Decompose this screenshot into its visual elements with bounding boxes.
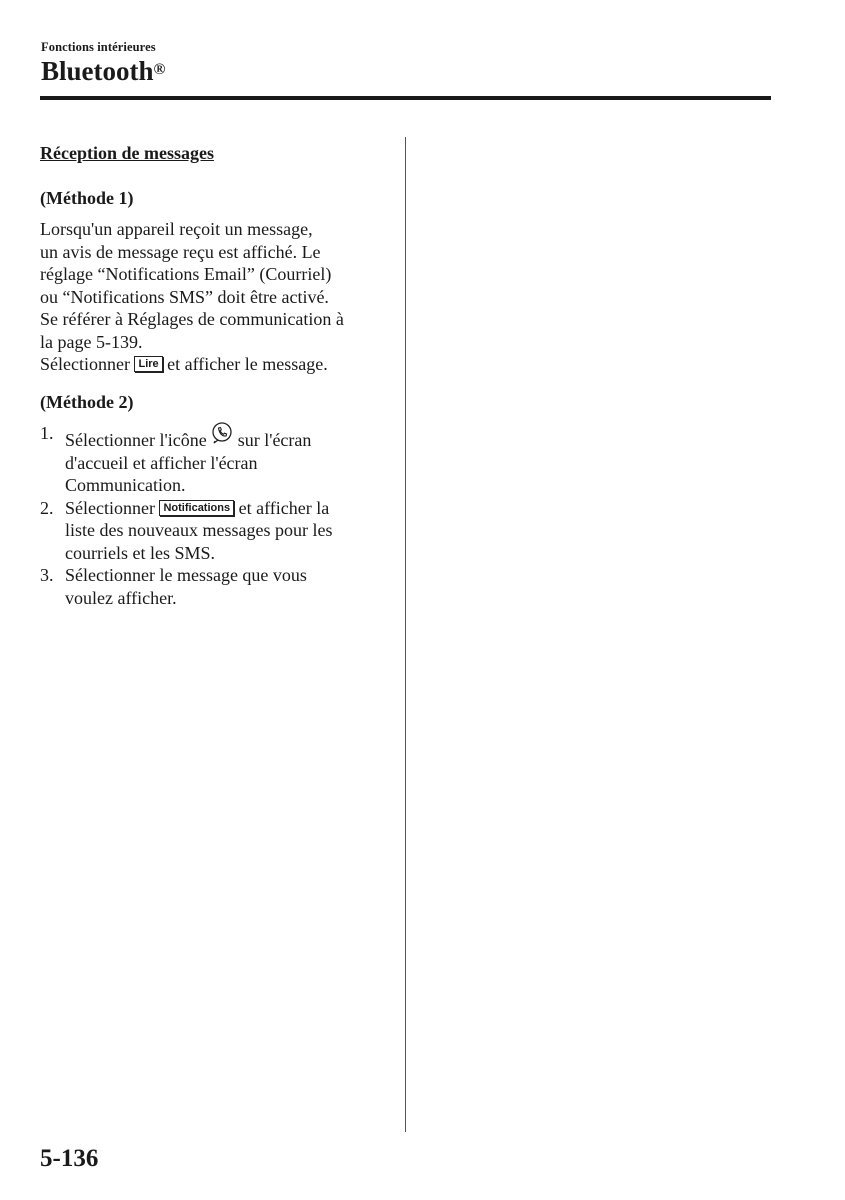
step-line: courriels et les SMS.	[65, 542, 215, 563]
method1-select-line	[40, 353, 385, 376]
method1-line: la page 5-139.	[40, 331, 143, 352]
phone-icon	[211, 422, 233, 444]
method2-steps	[40, 422, 385, 609]
step-number: 3.	[40, 565, 54, 585]
step-line	[65, 497, 385, 520]
header-rule	[40, 96, 771, 100]
registered-mark: ®	[153, 61, 166, 78]
read-button: Lire	[134, 356, 162, 372]
step-line	[65, 422, 385, 452]
method1-line: un avis de message reçu est affiché. Le	[40, 241, 321, 262]
step-line: Communication.	[65, 475, 186, 495]
method1-title: (Méthode 1)	[40, 187, 134, 208]
method1-line: Lorsqu'un appareil reçoit un message,	[40, 219, 313, 239]
page-number: 5-136	[40, 1145, 99, 1172]
step-line: Sélectionner le message que vous	[65, 565, 307, 585]
method2-title: (Méthode 2)	[40, 391, 134, 412]
method1-line: ou “Notifications SMS” doit être activé.	[40, 286, 329, 307]
method1-select-prefix: Sélectionner	[40, 354, 130, 374]
method1-paragraph	[40, 218, 385, 376]
step-line: d'accueil et afficher l'écran	[65, 452, 258, 473]
method1-line: Se référer à Réglages de communication à	[40, 309, 344, 329]
method1-select-suffix: et afficher le message.	[167, 354, 328, 374]
page-title	[41, 56, 165, 86]
step-prefix: Sélectionner l'icône	[65, 430, 207, 450]
list-item	[40, 564, 385, 609]
step-number: 2.	[40, 497, 54, 518]
step-suffix: et afficher la	[238, 497, 330, 518]
step-suffix: sur l'écran	[237, 430, 312, 450]
notifications-button: Notifications	[159, 500, 234, 516]
column-divider	[405, 137, 406, 1132]
step-prefix: Sélectionner	[65, 497, 155, 518]
list-item	[40, 497, 385, 565]
header-section-label: Fonctions intérieures	[41, 40, 156, 54]
method1-line: réglage “Notifications Email” (Courriel)	[40, 264, 332, 284]
step-line: liste des nouveaux messages pour les	[65, 520, 333, 540]
list-item	[40, 422, 385, 497]
content-column	[40, 142, 385, 609]
step-number: 1.	[40, 423, 54, 443]
page-title-text: Bluetooth	[41, 56, 154, 86]
section-title: Réception de messages	[40, 143, 214, 163]
step-line: voulez afficher.	[65, 587, 177, 608]
